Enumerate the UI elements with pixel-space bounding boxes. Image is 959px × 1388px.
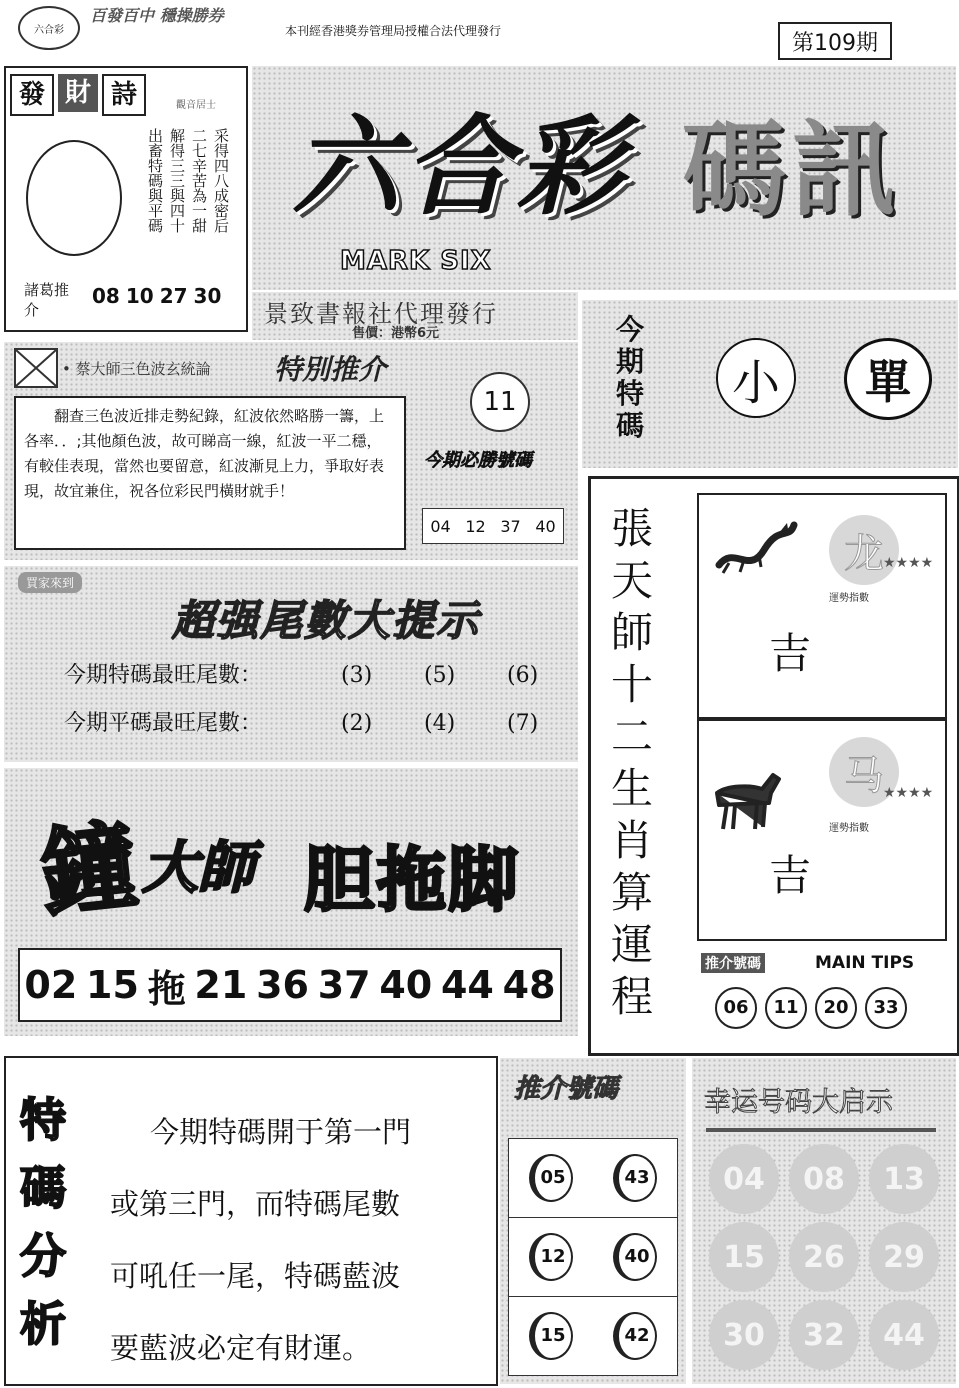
cai-number: 40: [535, 516, 556, 536]
analysis-title: [20, 1086, 70, 1358]
lucky-ball: 08: [789, 1144, 859, 1214]
slogan: 百發百中 穩操勝券: [90, 6, 224, 25]
poem-egg-image: [26, 140, 122, 256]
label-char: 碼: [616, 409, 645, 442]
analysis-title-char: 分: [20, 1229, 66, 1283]
poem-columns: [144, 128, 232, 258]
zodiac-title-char: 運: [610, 920, 653, 969]
lucky-title: 幸运号码大启示: [704, 1087, 893, 1118]
cai-header: • 蔡大師三色波玄統論: [62, 360, 211, 378]
analysis-box: [4, 1056, 498, 1386]
zhong-number: 15: [86, 963, 139, 1007]
index-label: 運勢指數: [829, 593, 869, 604]
cai-number: 37: [500, 516, 521, 536]
header: [0, 0, 959, 62]
lucky-ball: 26: [789, 1222, 859, 1292]
logo-seal: [18, 6, 80, 50]
tip-ball: 20: [815, 987, 857, 1029]
tips-label-cn: 推介號碼: [701, 953, 765, 973]
poem-column: 出畜特碼與平碼: [146, 128, 164, 233]
lucky-underline: [706, 1128, 936, 1132]
must-win-label: 今期必勝號碼: [424, 450, 532, 471]
lucky-ball: 04: [709, 1144, 779, 1214]
envelope-icon: [14, 348, 58, 388]
tail-row: [64, 706, 557, 737]
zodiac-title-char: 肖: [610, 816, 653, 865]
recommend-box: [500, 1058, 686, 1384]
label-char: 今: [616, 313, 645, 346]
tail-title: 超强尾數大提示: [172, 596, 481, 645]
zhong-numbers: [18, 948, 562, 1022]
zhong-number: 37: [317, 963, 371, 1007]
stars-icon: ★★★★: [883, 785, 934, 801]
tail-value: (3): [341, 663, 373, 688]
poem-title-char: 詩: [102, 74, 146, 116]
zhong-number: 02: [24, 963, 78, 1007]
fortune: 吉: [769, 629, 812, 678]
analysis-line: 或第三門，而特碼尾數: [110, 1187, 401, 1221]
dragon-icon: [709, 515, 799, 585]
zhong-number: 拖: [147, 966, 186, 1011]
price: 售價：港幣6元: [352, 326, 440, 341]
logo-text: 六合彩: [34, 24, 64, 36]
tail-value: (5): [424, 663, 456, 688]
dragon-seal: [829, 515, 899, 585]
recommend-ball: 05: [529, 1154, 573, 1202]
poem-number: 27: [159, 284, 188, 308]
poem-number: 08: [92, 284, 120, 308]
zhong-number: 44: [440, 963, 494, 1007]
recommend-pair: [509, 1218, 677, 1297]
recommend-pair: [509, 1139, 677, 1218]
lucky-ball: 32: [789, 1300, 859, 1370]
stars-icon: ★★★★: [883, 555, 934, 571]
poem-title: [10, 74, 146, 116]
horse-icon: [707, 763, 787, 843]
zhong-number: 48: [502, 963, 556, 1007]
lucky-grid: [704, 1144, 944, 1370]
zhong-master-box: [4, 768, 578, 1036]
recommend-ball: 40: [613, 1233, 657, 1281]
parity-circle: 單: [844, 338, 932, 420]
zhong-title-1: 鐘: [35, 809, 143, 931]
authorization-text: 本刊經香港獎券管理局授權合法代理發行: [285, 24, 502, 38]
zodiac-title-char: 生: [610, 764, 653, 813]
recommend-ball: 43: [613, 1154, 657, 1202]
analysis-text: [110, 1096, 411, 1384]
tail-value: (6): [507, 663, 539, 688]
recommend-pairs: [508, 1138, 678, 1376]
poem-number: 30: [193, 284, 222, 308]
poem-title-char: 發: [10, 74, 54, 116]
lucky-ball: 44: [869, 1300, 939, 1370]
label-char: 特: [616, 377, 645, 410]
zhong-number: 36: [256, 963, 309, 1007]
recommend-ball: 42: [613, 1312, 657, 1360]
poem-column: 二七辛苦為一甜: [190, 128, 208, 233]
cai-text-box: [14, 396, 406, 550]
size-circle: 小: [716, 338, 796, 418]
cai-text: 翻查三色波近排走勢紀錄，紅波依然略勝一籌，上各率．．;其他顏色波，故可睇高一線，紅波一平二穩，有較佳表現，當然也要留意，紅波漸見上力，爭取好表現，故宜兼住，祝各位彩民門橫財就手！: [24, 407, 385, 500]
lucky-ball: 29: [869, 1222, 939, 1292]
zodiac-card-horse: [697, 719, 947, 941]
tail-value: (2): [341, 711, 373, 736]
zodiac-title-char: 張: [610, 504, 653, 553]
zodiac-title-char: 師: [610, 608, 653, 657]
cai-number: 04: [430, 516, 451, 536]
zhong-title-3: 胆拖脚: [304, 839, 520, 921]
poem-numbers: [92, 284, 221, 308]
tip-ball: 06: [715, 987, 757, 1029]
poem-author: 觀音居士: [176, 100, 216, 111]
masthead-title-right: 碼訊: [682, 109, 903, 231]
special-code-box: [582, 300, 958, 468]
recommend-label: 諸葛推介: [24, 281, 70, 319]
lucky-ball: 15: [709, 1222, 779, 1292]
mark-six: MARK SIX: [340, 246, 492, 276]
analysis-title-char: 特: [20, 1093, 66, 1147]
animal-name: 龙: [844, 530, 884, 577]
label-char: 期: [616, 345, 645, 378]
publisher-banner: [252, 292, 578, 340]
recommend-pair: [509, 1297, 677, 1375]
must-win-number: 11: [470, 372, 530, 432]
recommend-title: 推介號碼: [514, 1074, 619, 1104]
animal-name: 马: [844, 752, 884, 799]
analysis-line: 要藍波必定有財運。: [110, 1331, 372, 1365]
zhong-title-2: 大師: [142, 836, 254, 901]
analysis-title-char: 碼: [20, 1161, 66, 1215]
zodiac-title-char: 算: [610, 868, 653, 917]
recommend-ball: 15: [529, 1312, 573, 1360]
analysis-line: 可吼任一尾，特碼藍波: [110, 1259, 401, 1293]
poem-column: 采得四八成密后: [212, 128, 230, 233]
cai-number: 12: [465, 516, 486, 536]
tail-row-label: 今期特碼最旺尾數：: [64, 663, 263, 688]
tip-ball: 33: [865, 987, 907, 1029]
fortune: 吉: [769, 851, 812, 900]
lucky-ball: 13: [869, 1144, 939, 1214]
analysis-title-char: 析: [20, 1297, 66, 1351]
cai-master-box: [4, 342, 578, 560]
masthead-title: 六合彩: [292, 105, 629, 230]
zodiac-title: [609, 503, 655, 1023]
tip-ball: 11: [765, 987, 807, 1029]
recommend-ball: 12: [529, 1233, 573, 1281]
lucky-ball: 30: [709, 1300, 779, 1370]
poem-title-char: 財: [58, 74, 98, 112]
main-tips: [715, 987, 907, 1029]
poem-box: [4, 66, 248, 332]
tail-value: (4): [424, 711, 456, 736]
zhong-number: 21: [194, 963, 248, 1007]
zodiac-title-char: 天: [610, 556, 653, 605]
masthead: [252, 66, 956, 290]
zodiac-title-char: 二: [610, 712, 653, 761]
tail-tag: 買家來到: [18, 572, 82, 593]
tips-label-en: MAIN TIPS: [815, 953, 915, 973]
tail-row-label: 今期平碼最旺尾數：: [64, 711, 263, 736]
poem-number: 10: [125, 284, 154, 308]
cai-numbers: [422, 508, 564, 544]
lucky-box: [692, 1058, 956, 1384]
index-label: 運勢指數: [829, 823, 869, 834]
zodiac-card-dragon: [697, 493, 947, 719]
zhong-number: 40: [379, 963, 433, 1007]
publisher: 景致書報社代理發行: [264, 300, 498, 328]
poem-column: 解得三三與四十: [168, 128, 186, 233]
issue-badge: 第109期: [778, 22, 892, 60]
zodiac-title-char: 程: [610, 972, 653, 1021]
zodiac-box: [588, 476, 959, 1056]
analysis-line: 今期特碼開于第一門: [150, 1115, 412, 1149]
tail-value: (7): [507, 711, 539, 736]
special-recommend: 特別推介: [274, 353, 387, 386]
zodiac-title-char: 十: [610, 660, 653, 709]
tail-row: [64, 658, 557, 689]
special-code-label: [616, 314, 652, 442]
tail-numbers-box: [4, 566, 578, 762]
